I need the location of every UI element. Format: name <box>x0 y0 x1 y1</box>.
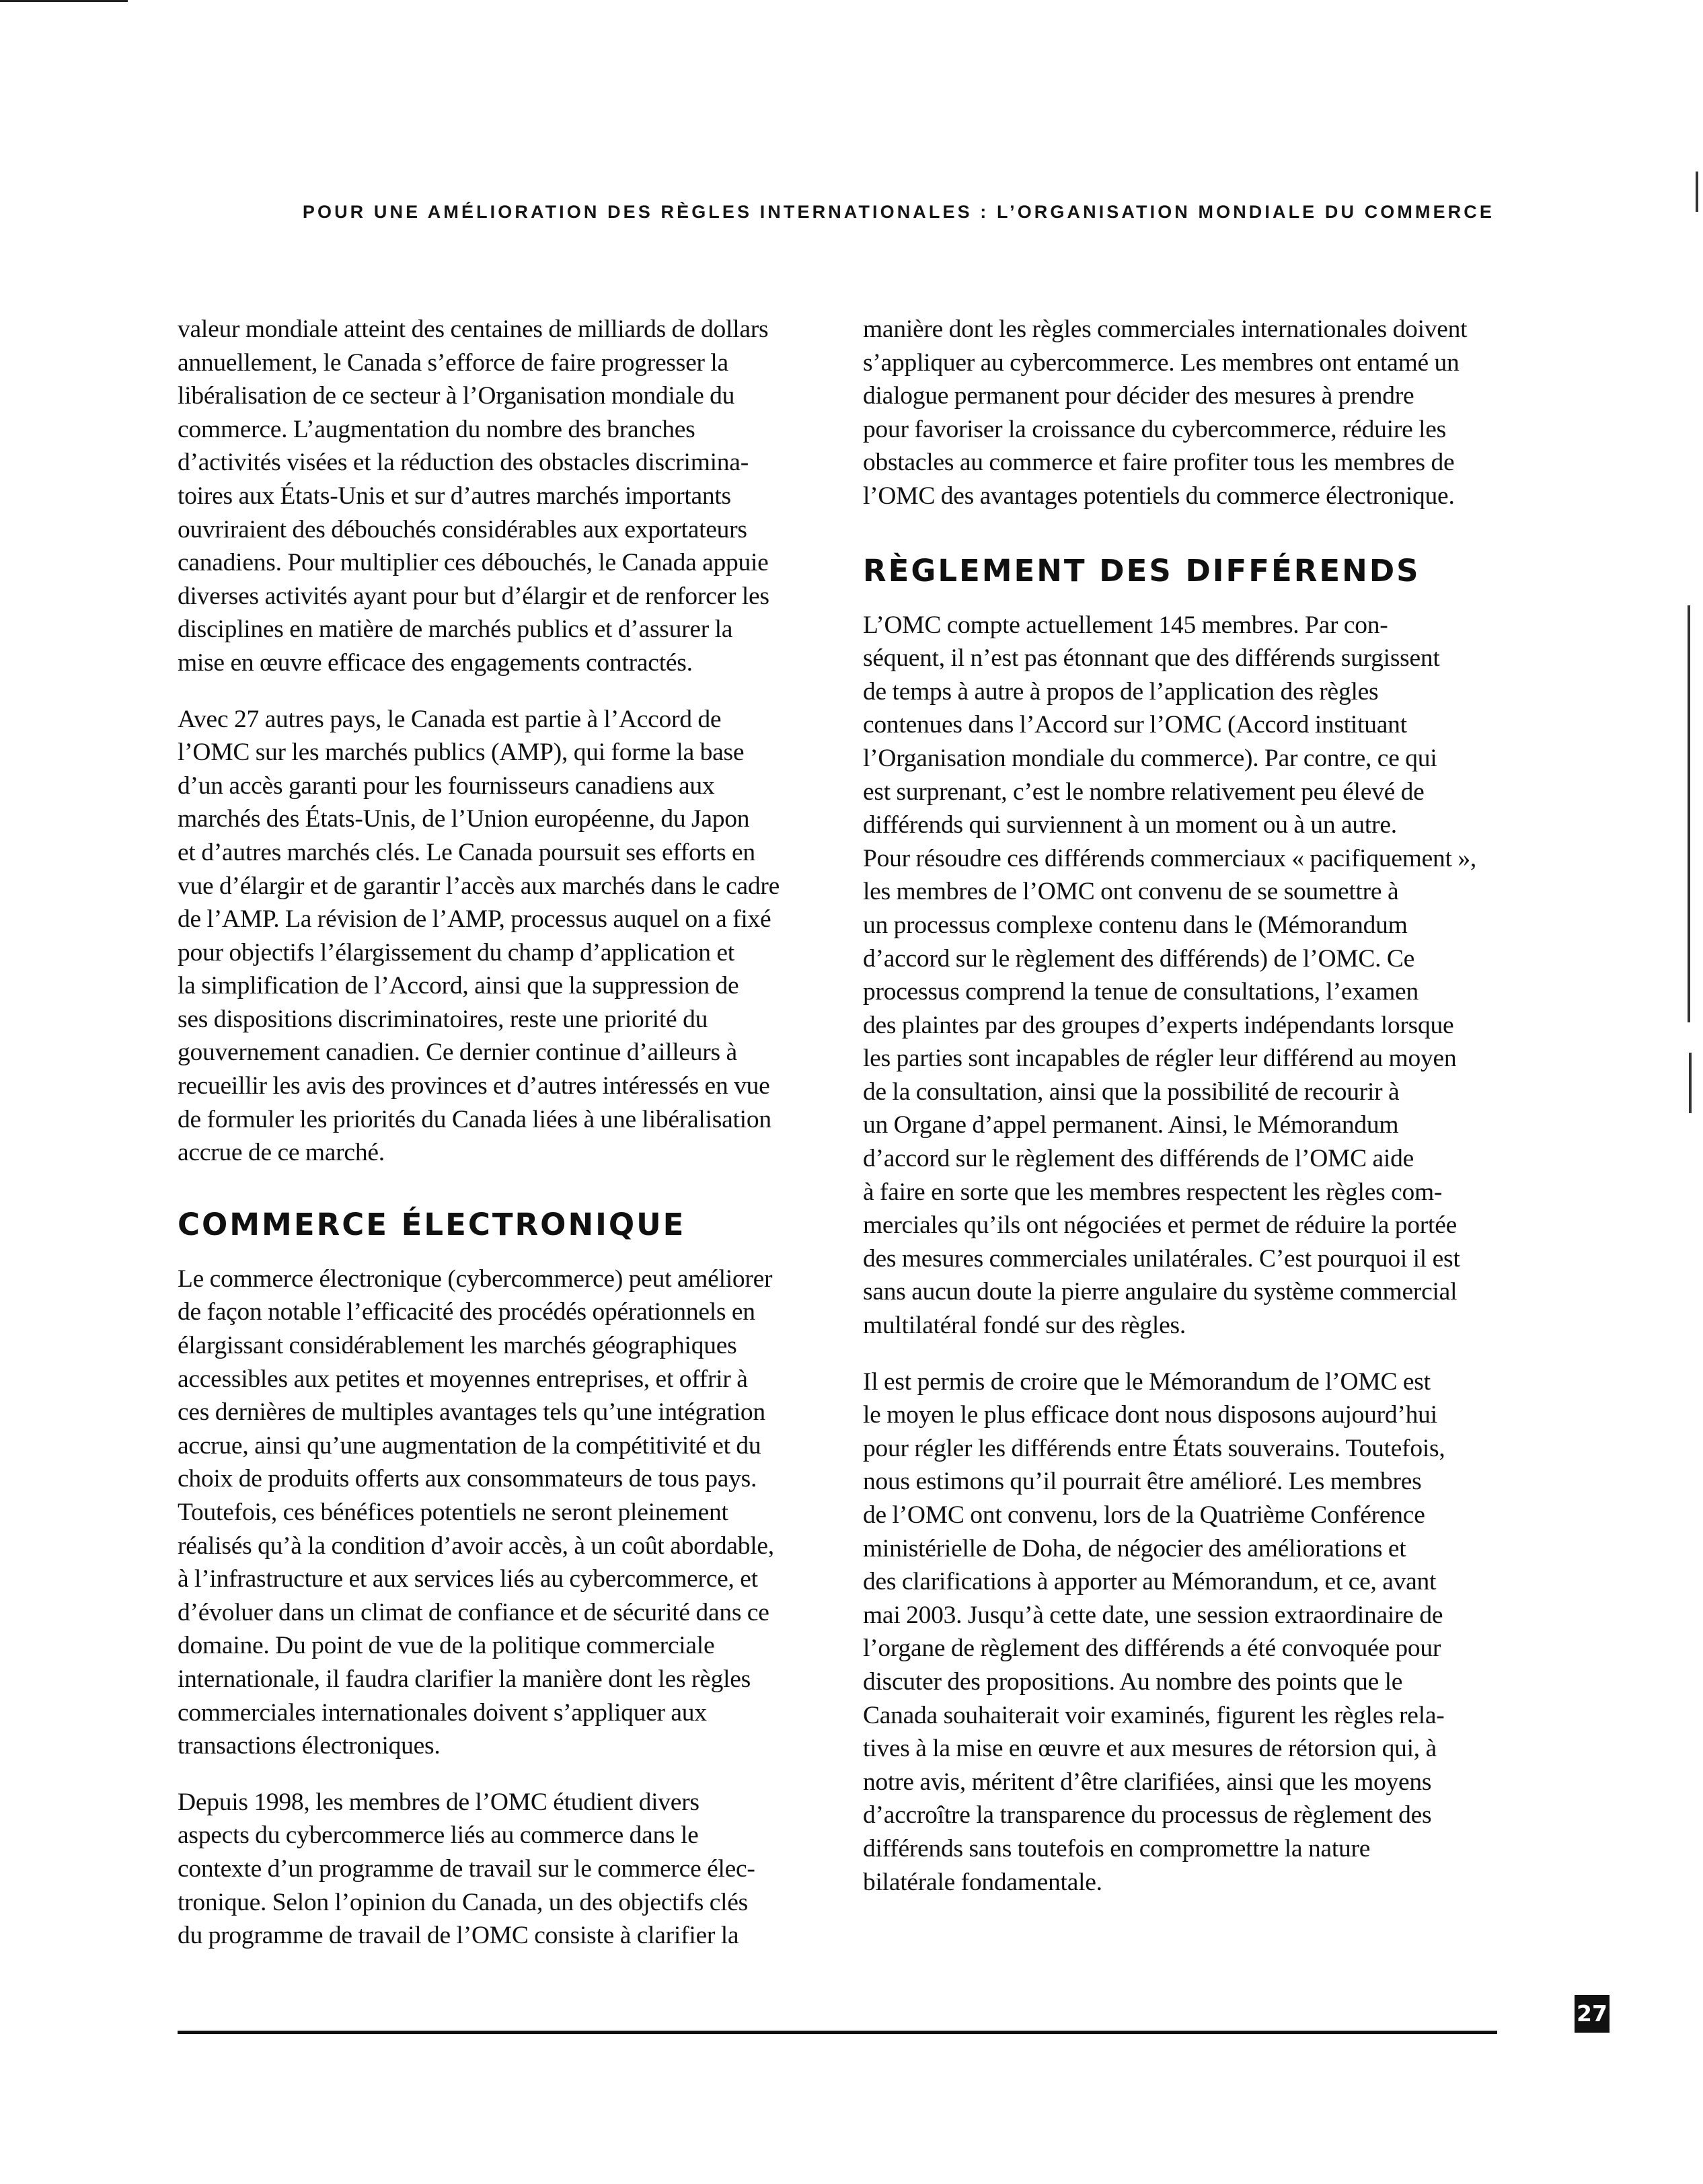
paragraph-dispute-improvements: Il est permis de croire que le Mémorandum de l’OMC est le moyen le plus efficace dont nous disposons aujourd’hui pour régler les différends entre États souverains. Toutefois, nous estimons qu’il pourrait être amélioré. Les membres de l’OMC ont convenu, lors de la Quatrième Conférence ministérielle de Doha, de négocier des améliorations et des clarifications à apporter au Mémorandum, et ce, avant mai 2003. Jusqu’à cette date, une session extraordinaire de l’organe de règlement des différends a été convoquée pour discuter des propositions. Au nombre des points que le Canada souhaiterait voir examinés, figurent les règles rela- tives à la mise en œuvre et aux mesures de rétorsion qui, à notre avis, méritent d’être clarifiées, ainsi que les moyens d’accroître la transparence du processus de règlement des différends sans toutefois en compromettre la nature bilatérale fondamentale. <box>863 1367 1445 1896</box>
page-number: 27 <box>1575 1995 1610 2033</box>
paragraph-ecommerce-benefits: Le commerce électronique (cybercommerce) peut améliorer de façon notable l’efficacité des procédés opérationnels en élargissant considérablement les marchés géographiques accessibles aux petites et moyennes entreprises, et offrir à ces dernières de multiples avantages tels qu’une intégration accrue, ainsi qu’une augmentation de la compétitivité et du choix de produits offerts aux consommateurs de tous pays. Toutefois, ces bénéfices potentiels ne seront pleinement réalisés qu’à la condition d’avoir accès, à un coût abordable, à l’infrastructure et aux services liés au cybercommerce, et d’évoluer dans un climat de confiance et de sécurité dans ce domaine. Du point de vue de la politique commerciale internationale, il faudra clarifier la manière dont les règles commerciales internationales doivent s’appliquer aux transactions électroniques. <box>178 1265 774 1760</box>
footer-rule <box>178 2031 1497 2034</box>
running-header: POUR UNE AMÉLIORATION DES RÈGLES INTERNATIONALES : L’ORGANISATION MONDIALE DU COMMERCE <box>302 202 1494 222</box>
paragraph-dispute-process: L’OMC compte actuellement 145 membres. Par con- séquent, il n’est pas étonnant que des différends surgissent de temps à autre à propos de l’application des règles contenues dans l’Accord sur l’OMC (Accord instituant l’Organisation mondiale du commerce). Par contre, ce qui est surprenant, c’est le nombre relativement peu élevé de différends qui surviennent à un moment ou à un autre. Pour résoudre ces différends commerciaux « pacifiquement », les membres de l’OMC ont convenu de se soumettre à un processus complexe contenu dans le (Mémorandum d’accord sur le règlement des différends) de l’OMC. Ce processus comprend la tenue de consultations, l’examen des plaintes par des groupes d’experts indépendants lorsque les parties sont incapables de régler leur différend au moyen de la consultation, ainsi que la possibilité de recourir à un Organe d’appel permanent. Ainsi, le Mémorandum d’accord sur le règlement des différends de l’OMC aide à faire en sorte que les membres respectent les règles com- merciales qu’ils ont négociées et permet de réduire la portée des mesures commerciales unilatérales. C’est pourquoi il est sans aucun doute la pierre angulaire du système commercial multilatéral fondé sur des règles. <box>863 611 1476 1340</box>
paragraph-wto-work-program: Depuis 1998, les membres de l’OMC étudient divers aspects du cybercommerce liés au commerce dans le contexte d’un programme de travail sur le commerce élec- tronique. Selon l’opinion du Canada, un des objectifs clés du programme de travail de l’OMC consiste à clarifier la <box>178 1788 755 1950</box>
right-column <box>863 313 1499 1922</box>
section-heading-dispute-settlement: RÈGLEMENT DES DIFFÉRENDS <box>863 552 1421 589</box>
crop-mark <box>0 0 128 2</box>
paragraph-amp-agreement: Avec 27 autres pays, le Canada est partie à l’Accord de l’OMC sur les marchés publics (AMP), qui forme la base d’un accès garanti pour les fournisseurs canadiens aux marchés des États-Unis, de l’Union européenne, du Japon et d’autres marchés clés. Le Canada poursuit ses efforts en vue d’élargir et de garantir l’accès aux marchés dans le cadre de l’AMP. La révision de l’AMP, processus auquel on a fixé pour objectifs l’élargissement du champ d’application et la simplification de l’Accord, ainsi que la suppression de ses dispositions discriminatoires, reste une priorité du gouvernement canadien. Ce dernier continue d’ailleurs à recueillir les avis des provinces et d’autres intéressés en vue de formuler les priorités du Canada liées à une libéralisation accrue de ce marché. <box>178 705 780 1167</box>
left-column <box>178 313 817 1975</box>
scan-edge-line <box>1688 605 1690 1022</box>
scan-edge-line <box>1696 172 1698 212</box>
section-heading-ecommerce: COMMERCE ÉLECTRONIQUE <box>178 1206 686 1242</box>
scan-edge-line <box>1689 1053 1692 1113</box>
paragraph-procurement-intro: valeur mondiale atteint des centaines de milliards de dollars annuellement, le Canada s’efforce de faire progresser la libéralisation de ce secteur à l’Organisation mondiale du commerce. L’augmentation du nombre des branches d’activités visées et la réduction des obstacles discrimina- toires aux États-Unis et sur d’autres marchés importants ouvriraient des débouchés considérables aux exportateurs canadiens. Pour multiplier ces débouchés, le Canada appuie diverses activités ayant pour but d’élargir et de renforcer les disciplines en matière de marchés publics et d’assurer la mise en œuvre efficace des engagements contractés. <box>178 315 769 677</box>
paragraph-ecommerce-rules: manière dont les règles commerciales internationales doivent s’appliquer au cybercommerce. Les membres ont entamé un dialogue permanent pour décider des mesures à prendre pour favoriser la croissance du cybercommerce, réduire les obstacles au commerce et faire profiter tous les membres de l’OMC des avantages potentiels du commerce électronique. <box>863 315 1468 510</box>
